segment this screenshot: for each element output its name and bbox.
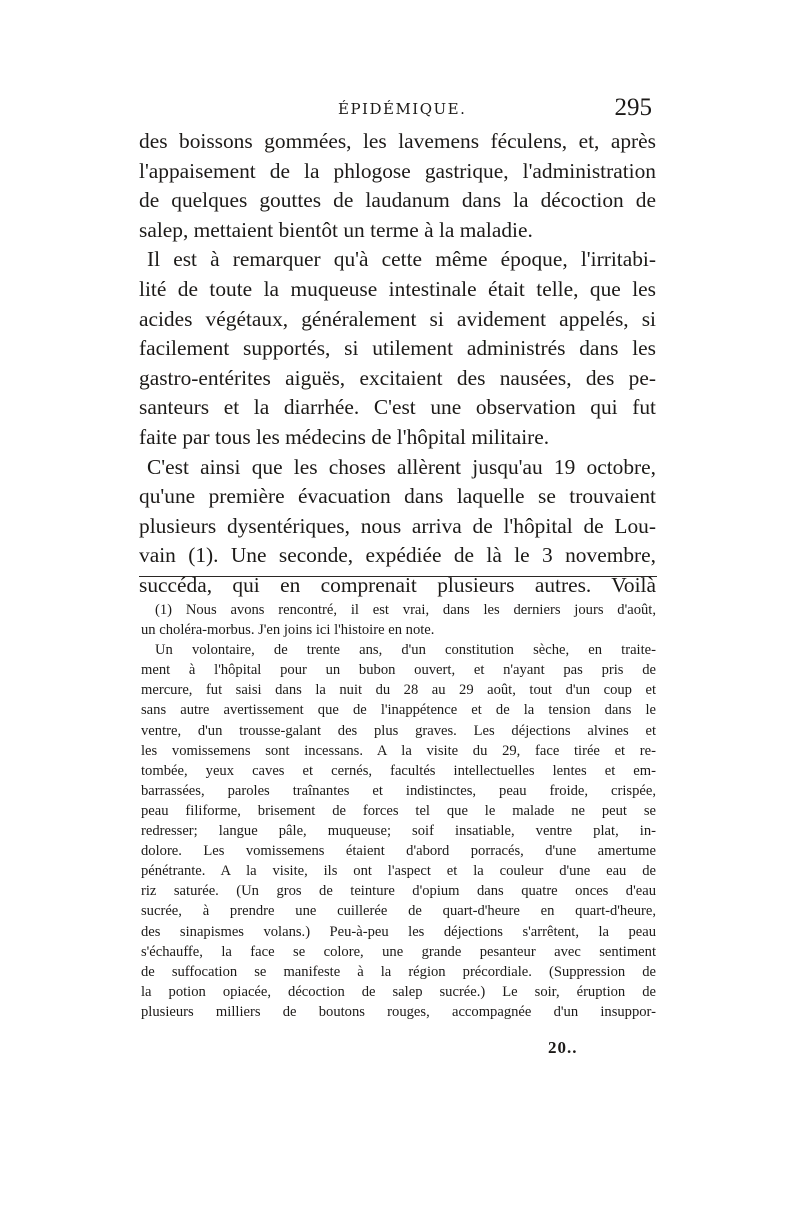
- page-number: 295: [614, 94, 652, 121]
- running-head: [140, 94, 660, 124]
- footnote-line: tombée, yeux caves et cernés, facultés intellectuelles lentes et em-: [141, 762, 656, 779]
- footnote-line: riz saturée. (Un gros de teinture d'opium dans quatre onces d'eau: [141, 883, 656, 900]
- text-line: vain (1). Une seconde, expédiée de là le 3 novembre,: [139, 543, 656, 568]
- footnote-line: les vomissemens sont incessans. A la visite du 29, face tirée et re-: [141, 742, 656, 759]
- footnote-separator: [139, 576, 657, 577]
- footnote-line: Un volontaire, de trente ans, d'un constitution sèche, en traite-: [155, 642, 656, 659]
- text-line: plusieurs dysentériques, nous arriva de l'hôpital de Lou-: [139, 513, 656, 538]
- text-line: de quelques gouttes de laudanum dans la décoction de: [139, 188, 656, 213]
- text-line: gastro-entérites aiguës, excitaient des nausées, des pe-: [139, 365, 656, 390]
- text-line: succéda, qui en comprenait plusieurs autres. Voilà: [139, 572, 656, 597]
- footnote-line: pénétrante. A la visite, ils ont l'aspect et la couleur d'une eau de: [141, 863, 656, 880]
- footnote-line: dolore. Les vomissemens étaient d'abord porracés, d'une amertume: [141, 843, 656, 860]
- footnote-line: ment à l'hôpital pour un bubon ouvert, et n'ayant pas pris de: [141, 662, 656, 679]
- text-line: des boissons gommées, les lavemens féculens, et, après: [139, 129, 656, 153]
- text-line: C'est ainsi que les choses allèrent jusqu'au 19 octobre,: [147, 454, 656, 479]
- running-title: ÉPIDÉMIQUE.: [338, 100, 467, 118]
- footnote-line: des sinapismes volans.) Peu-à-peu les déjections s'arrêtent, la peau: [141, 923, 656, 940]
- footnote-line: (1) Nous avons rencontré, il est vrai, dans les derniers jours d'août,: [155, 602, 656, 618]
- footnote-line: redresser; langue pâle, muqueuse; soif insatiable, ventre plat, in-: [141, 823, 656, 840]
- printer-signature-mark: 20..: [548, 1038, 578, 1057]
- footnote-line: ventre, d'un trousse-galant des plus graves. Les déjections alvines et: [141, 722, 656, 739]
- footnote-line: la potion opiacée, décoction de salep sucrée.) Le soir, éruption de: [141, 983, 656, 1000]
- text-line: l'appaisement de la phlogose gastrique, l'administration: [139, 158, 656, 183]
- footnote-line: plusieurs milliers de boutons rouges, accompagnée d'un insuppor-: [141, 1003, 656, 1020]
- footnote-line: barrassées, paroles traînantes et indistinctes, peau froide, crispée,: [141, 782, 656, 799]
- text-line: salep, mettaient bientôt un terme à la maladie.: [139, 217, 533, 242]
- footnote-line: peau filiforme, brisement de forces tel que le malade ne peut se: [141, 802, 656, 819]
- footnote-line: s'échauffe, la face se colore, une grande pesanteur avec sentiment: [141, 943, 656, 960]
- text-line: faite par tous les médecins de l'hôpital militaire.: [139, 424, 550, 449]
- main-text-block: [139, 127, 656, 601]
- text-line: acides végétaux, généralement si avidement appelés, si: [139, 306, 656, 331]
- text-line: qu'une première évacuation dans laquelle se trouvaient: [139, 484, 656, 509]
- text-line: santeurs et la diarrhée. C'est une observation qui fut: [139, 395, 656, 420]
- text-line: lité de toute la muqueuse intestinale était telle, que les: [139, 276, 656, 301]
- footnote-line: mercure, fut saisi dans la nuit du 28 au 29 août, tout d'un coup et: [141, 682, 656, 699]
- footnote-line: de suffocation se manifeste à la région précordiale. (Suppression de: [141, 963, 656, 980]
- footnote-block: [141, 600, 656, 1022]
- footnote-line: sucrée, à prendre une cuillerée de quart-d'heure en quart-d'heure,: [141, 903, 656, 920]
- text-line: Il est à remarquer qu'à cette même époque, l'irritabi-: [147, 247, 656, 272]
- footnote-line: sans autre avertissement que de l'inappétence et de la tension dans le: [141, 702, 656, 719]
- text-line: facilement supportés, si utilement administrés dans les: [139, 336, 656, 361]
- footnote-line: un choléra-morbus. J'en joins ici l'histoire en note.: [141, 622, 435, 639]
